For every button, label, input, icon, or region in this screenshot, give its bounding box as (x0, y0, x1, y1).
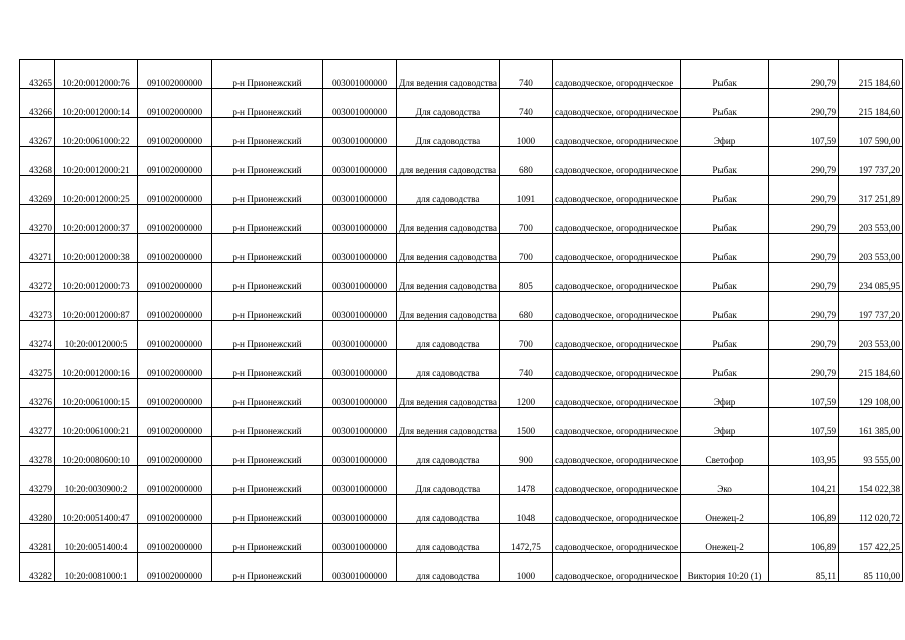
specific-value-cell: 107,59 (769, 379, 839, 408)
district-cell: р-н Прионежский (212, 553, 323, 582)
specific-value-cell: 107,59 (769, 408, 839, 437)
okato-code-cell: 091002000000 (138, 524, 212, 553)
permitted-use-cell: Для ведения садоводства (397, 263, 500, 292)
okato-code-cell: 091002000000 (138, 553, 212, 582)
district-cell: р-н Прионежский (212, 379, 323, 408)
specific-value-cell: 290,79 (769, 147, 839, 176)
district-cell: р-н Прионежский (212, 495, 323, 524)
okato-code-cell: 091002000000 (138, 321, 212, 350)
okato-code-cell: 091002000000 (138, 408, 212, 437)
cadastral-number-cell: 10:20:0012000:21 (55, 147, 138, 176)
table-row (20, 408, 903, 437)
oktmo-code-cell: 003001000000 (323, 89, 397, 118)
cadastral-value-cell: 203 553,00 (839, 205, 903, 234)
row-number-cell: 43265 (20, 60, 55, 89)
permitted-use-cell: Для ведения садоводства (397, 205, 500, 234)
land-category-cell: садоводческое, огородническое (552, 292, 680, 321)
cadastral-value-cell: 197 737,20 (839, 147, 903, 176)
cadastral-number-cell: 10:20:0012000:76 (55, 60, 138, 89)
row-number-cell: 43272 (20, 263, 55, 292)
cadastral-number-cell: 10:20:0012000:5 (55, 321, 138, 350)
cadastral-number-cell: 10:20:0061000:15 (55, 379, 138, 408)
specific-value-cell: 290,79 (769, 176, 839, 205)
district-cell: р-н Прионежский (212, 524, 323, 553)
specific-value-cell: 290,79 (769, 89, 839, 118)
cadastral-number-cell: 10:20:0012000:25 (55, 176, 138, 205)
garden-association-cell: Рыбак (681, 321, 769, 350)
row-number-cell: 43276 (20, 379, 55, 408)
table-row (20, 292, 903, 321)
area-cell: 1091 (499, 176, 552, 205)
cadastral-number-cell: 10:20:0080600:10 (55, 437, 138, 466)
district-cell: р-н Прионежский (212, 321, 323, 350)
table-row (20, 60, 903, 89)
cadastral-number-cell: 10:20:0012000:73 (55, 263, 138, 292)
cadastral-number-cell: 10:20:0051400:47 (55, 495, 138, 524)
okato-code-cell: 091002000000 (138, 234, 212, 263)
table-row (20, 176, 903, 205)
district-cell: р-н Прионежский (212, 205, 323, 234)
garden-association-cell: Онежец-2 (681, 524, 769, 553)
permitted-use-cell: для садоводства (397, 350, 500, 379)
table-row (20, 379, 903, 408)
garden-association-cell: Рыбак (681, 292, 769, 321)
cadastral-value-cell: 129 108,00 (839, 379, 903, 408)
oktmo-code-cell: 003001000000 (323, 437, 397, 466)
row-number-cell: 43277 (20, 408, 55, 437)
okato-code-cell: 091002000000 (138, 60, 212, 89)
oktmo-code-cell: 003001000000 (323, 408, 397, 437)
okato-code-cell: 091002000000 (138, 495, 212, 524)
cadastral-value-cell: 85 110,00 (839, 553, 903, 582)
permitted-use-cell: для садоводства (397, 553, 500, 582)
garden-association-cell: Эфир (681, 379, 769, 408)
garden-association-cell: Рыбак (681, 89, 769, 118)
land-category-cell: садоводческое, огородническое (552, 553, 680, 582)
specific-value-cell: 106,89 (769, 495, 839, 524)
district-cell: р-н Прионежский (212, 263, 323, 292)
area-cell: 700 (499, 321, 552, 350)
garden-association-cell: Эфир (681, 408, 769, 437)
row-number-cell: 43268 (20, 147, 55, 176)
cadastral-value-cell: 203 553,00 (839, 234, 903, 263)
land-category-cell: садоводческое, огородническое (552, 89, 680, 118)
okato-code-cell: 091002000000 (138, 350, 212, 379)
table-row (20, 495, 903, 524)
row-number-cell: 43281 (20, 524, 55, 553)
district-cell: р-н Прионежский (212, 408, 323, 437)
land-category-cell: садоводческое, огородническое (552, 495, 680, 524)
cadastral-number-cell: 10:20:0061000:22 (55, 118, 138, 147)
specific-value-cell: 85,11 (769, 553, 839, 582)
okato-code-cell: 091002000000 (138, 263, 212, 292)
district-cell: р-н Прионежский (212, 437, 323, 466)
land-category-cell: садоводческое, огородническое (552, 234, 680, 263)
row-number-cell: 43280 (20, 495, 55, 524)
oktmo-code-cell: 003001000000 (323, 234, 397, 263)
row-number-cell: 43267 (20, 118, 55, 147)
district-cell: р-н Прионежский (212, 350, 323, 379)
specific-value-cell: 107,59 (769, 118, 839, 147)
area-cell: 740 (499, 60, 552, 89)
table-row (20, 118, 903, 147)
table-row (20, 205, 903, 234)
permitted-use-cell: Для ведения садоводства (397, 292, 500, 321)
cadastral-value-cell: 93 555,00 (839, 437, 903, 466)
permitted-use-cell: Для ведения садоводства (397, 408, 500, 437)
district-cell: р-н Прионежский (212, 466, 323, 495)
cadastral-value-cell: 157 422,25 (839, 524, 903, 553)
oktmo-code-cell: 003001000000 (323, 553, 397, 582)
specific-value-cell: 103,95 (769, 437, 839, 466)
oktmo-code-cell: 003001000000 (323, 321, 397, 350)
oktmo-code-cell: 003001000000 (323, 524, 397, 553)
area-cell: 680 (499, 147, 552, 176)
district-cell: р-н Прионежский (212, 292, 323, 321)
district-cell: р-н Прионежский (212, 147, 323, 176)
garden-association-cell: Рыбак (681, 263, 769, 292)
table-row (20, 321, 903, 350)
table-body (20, 60, 903, 582)
cadastral-value-cell: 112 020,72 (839, 495, 903, 524)
land-category-cell: садоводческое, огородническое (552, 263, 680, 292)
district-cell: р-н Прионежский (212, 176, 323, 205)
table-row (20, 524, 903, 553)
cadastral-value-cell: 107 590,00 (839, 118, 903, 147)
oktmo-code-cell: 003001000000 (323, 379, 397, 408)
specific-value-cell: 290,79 (769, 234, 839, 263)
cadastral-value-cell: 154 022,38 (839, 466, 903, 495)
area-cell: 1472,75 (499, 524, 552, 553)
land-category-cell: садоводческое, огородническое (552, 118, 680, 147)
table-row (20, 553, 903, 582)
cadastral-number-cell: 10:20:0012000:38 (55, 234, 138, 263)
row-number-cell: 43271 (20, 234, 55, 263)
cadastral-number-cell: 10:20:0012000:37 (55, 205, 138, 234)
permitted-use-cell: Для ведения садоводства (397, 234, 500, 263)
okato-code-cell: 091002000000 (138, 89, 212, 118)
cadastral-value-cell: 215 184,60 (839, 89, 903, 118)
area-cell: 1500 (499, 408, 552, 437)
land-category-cell: садоводческое, огородническое (552, 524, 680, 553)
land-category-cell: садоводческое, огородническое (552, 205, 680, 234)
cadastral-value-cell: 317 251,89 (839, 176, 903, 205)
table-row (20, 234, 903, 263)
row-number-cell: 43275 (20, 350, 55, 379)
specific-value-cell: 290,79 (769, 292, 839, 321)
specific-value-cell: 290,79 (769, 321, 839, 350)
land-category-cell: садоводческое, огородническое (552, 437, 680, 466)
cadastral-value-cell: 203 553,00 (839, 321, 903, 350)
area-cell: 1048 (499, 495, 552, 524)
specific-value-cell: 290,79 (769, 60, 839, 89)
cadastral-number-cell: 10:20:0012000:14 (55, 89, 138, 118)
table-row (20, 89, 903, 118)
permitted-use-cell: Для садоводства (397, 89, 500, 118)
garden-association-cell: Рыбак (681, 234, 769, 263)
permitted-use-cell: для садоводства (397, 524, 500, 553)
permitted-use-cell: для садоводства (397, 437, 500, 466)
land-category-cell: садоводческое, огороднческое (552, 60, 680, 89)
permitted-use-cell: для садоводства (397, 495, 500, 524)
permitted-use-cell: Для садоводства (397, 466, 500, 495)
cadastral-value-cell: 215 184,60 (839, 60, 903, 89)
row-number-cell: 43282 (20, 553, 55, 582)
land-category-cell: садоводческое, огородническое (552, 321, 680, 350)
cadastral-value-cell: 161 385,00 (839, 408, 903, 437)
specific-value-cell: 290,79 (769, 350, 839, 379)
area-cell: 740 (499, 350, 552, 379)
table-row (20, 147, 903, 176)
cadastral-number-cell: 10:20:0051400:4 (55, 524, 138, 553)
area-cell: 740 (499, 89, 552, 118)
permitted-use-cell: Для садоводства (397, 118, 500, 147)
row-number-cell: 43274 (20, 321, 55, 350)
area-cell: 1200 (499, 379, 552, 408)
oktmo-code-cell: 003001000000 (323, 176, 397, 205)
area-cell: 900 (499, 437, 552, 466)
permitted-use-cell: для ведения садоводства (397, 147, 500, 176)
okato-code-cell: 091002000000 (138, 379, 212, 408)
table-row (20, 350, 903, 379)
land-category-cell: садоводческое, огородническое (552, 147, 680, 176)
land-category-cell: садоводческое, огородническое (552, 350, 680, 379)
district-cell: р-н Прионежский (212, 234, 323, 263)
area-cell: 1000 (499, 553, 552, 582)
oktmo-code-cell: 003001000000 (323, 495, 397, 524)
garden-association-cell: Рыбак (681, 205, 769, 234)
okato-code-cell: 091002000000 (138, 147, 212, 176)
garden-association-cell: Светофор (681, 437, 769, 466)
garden-association-cell: Эко (681, 466, 769, 495)
okato-code-cell: 091002000000 (138, 118, 212, 147)
cadastral-value-cell: 234 085,95 (839, 263, 903, 292)
okato-code-cell: 091002000000 (138, 205, 212, 234)
permitted-use-cell: для садоводства (397, 176, 500, 205)
cadastral-number-cell: 10:20:0012000:87 (55, 292, 138, 321)
garden-association-cell: Виктория 10:20 (1) (681, 553, 769, 582)
cadastral-number-cell: 10:20:0061000:21 (55, 408, 138, 437)
land-category-cell: садоводческое, огородническое (552, 408, 680, 437)
specific-value-cell: 106,89 (769, 524, 839, 553)
oktmo-code-cell: 003001000000 (323, 350, 397, 379)
land-register-table (19, 59, 903, 582)
area-cell: 1000 (499, 118, 552, 147)
permitted-use-cell: Для ведения садоводства (397, 60, 500, 89)
okato-code-cell: 091002000000 (138, 437, 212, 466)
area-cell: 680 (499, 292, 552, 321)
specific-value-cell: 290,79 (769, 205, 839, 234)
oktmo-code-cell: 003001000000 (323, 263, 397, 292)
land-category-cell: садоводческое, огородническое (552, 379, 680, 408)
district-cell: р-н Прионежский (212, 118, 323, 147)
table-row (20, 466, 903, 495)
area-cell: 805 (499, 263, 552, 292)
cadastral-value-cell: 215 184,60 (839, 350, 903, 379)
row-number-cell: 43273 (20, 292, 55, 321)
oktmo-code-cell: 003001000000 (323, 292, 397, 321)
specific-value-cell: 104,21 (769, 466, 839, 495)
specific-value-cell: 290,79 (769, 263, 839, 292)
permitted-use-cell: для садоводства (397, 321, 500, 350)
permitted-use-cell: Для ведения садоводства (397, 379, 500, 408)
garden-association-cell: Эфир (681, 118, 769, 147)
oktmo-code-cell: 003001000000 (323, 205, 397, 234)
garden-association-cell: Рыбак (681, 350, 769, 379)
row-number-cell: 43266 (20, 89, 55, 118)
cadastral-number-cell: 10:20:0030900:2 (55, 466, 138, 495)
row-number-cell: 43270 (20, 205, 55, 234)
row-number-cell: 43279 (20, 466, 55, 495)
area-cell: 700 (499, 205, 552, 234)
garden-association-cell: Рыбак (681, 176, 769, 205)
oktmo-code-cell: 003001000000 (323, 118, 397, 147)
area-cell: 700 (499, 234, 552, 263)
oktmo-code-cell: 003001000000 (323, 147, 397, 176)
cadastral-number-cell: 10:20:0012000:16 (55, 350, 138, 379)
district-cell: р-н Прионежский (212, 60, 323, 89)
oktmo-code-cell: 003001000000 (323, 466, 397, 495)
okato-code-cell: 091002000000 (138, 292, 212, 321)
cadastral-number-cell: 10:20:0081000:1 (55, 553, 138, 582)
okato-code-cell: 091002000000 (138, 176, 212, 205)
land-category-cell: садоводческое, огородническое (552, 176, 680, 205)
row-number-cell: 43278 (20, 437, 55, 466)
district-cell: р-н Прионежский (212, 89, 323, 118)
garden-association-cell: Рыбак (681, 147, 769, 176)
land-category-cell: садоводческое, огородническое (552, 466, 680, 495)
garden-association-cell: Онежец-2 (681, 495, 769, 524)
row-number-cell: 43269 (20, 176, 55, 205)
okato-code-cell: 091002000000 (138, 466, 212, 495)
area-cell: 1478 (499, 466, 552, 495)
cadastral-value-cell: 197 737,20 (839, 292, 903, 321)
garden-association-cell: Рыбак (681, 60, 769, 89)
table-row (20, 437, 903, 466)
oktmo-code-cell: 003001000000 (323, 60, 397, 89)
table-row (20, 263, 903, 292)
